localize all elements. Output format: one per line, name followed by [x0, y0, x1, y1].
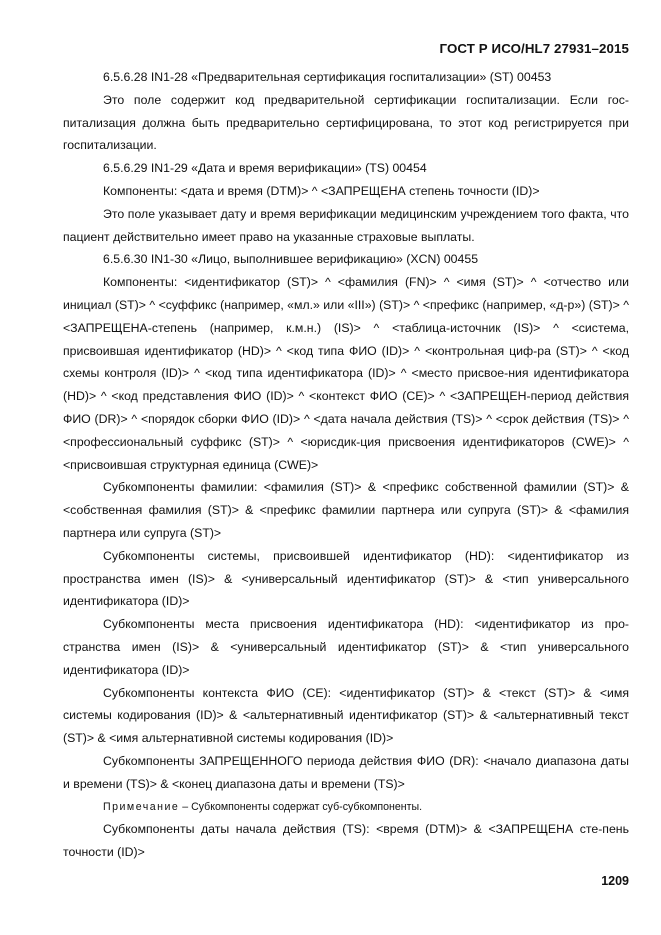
- page-number: 1209: [601, 874, 629, 888]
- paragraph: Это поле указывает дату и время верификации медицинским учреждением того факта, что пациент действительно имеет право на указанные страховые выплаты.: [63, 206, 629, 244]
- note-label: Примечание: [103, 800, 180, 813]
- section-heading-in1-29: 6.5.6.29 IN1-29 «Дата и время верификации» (TS) 00454: [103, 161, 427, 176]
- section-heading-in1-28: 6.5.6.28 IN1-28 «Предварительная сертификация госпитализации» (ST) 00453: [103, 70, 552, 84]
- subcomponents-name-validity-range: Субкомпоненты ЗАПРЕЩЕННОГО периода действия ФИО (DR): <начало диапазона даты и времени (TS)> & <конец диапазона даты и времени (TS)>: [63, 753, 629, 791]
- note-text: – Субкомпоненты содержат суб-субкомпоненты.: [179, 800, 423, 813]
- subcomponents-assigning-authority: Субкомпоненты системы, присвоившей идентификатор (HD): <идентификатор из пространства имен (IS)> & <универсальный идентификатор (ST)> & <тип универсального идентификатора (ID)>: [63, 548, 629, 609]
- subcomponents-family-name: Субкомпоненты фамилии: <фамилия (ST)> & <префикс собственной фамилии (ST)> & <собственная фамилия (ST)> & <префикс фамилии партнера или супруга (ST)> & <фамилия партнера или супруга (ST)>: [63, 480, 629, 540]
- note: [63, 796, 629, 819]
- subcomponents-assigning-facility: Субкомпоненты места присвоения идентификатора (HD): <идентификатор из про-странства имен (IS)> & <универсальный идентификатор (ST)> & <тип универсального идентификатора (ID)>: [63, 617, 629, 677]
- section-heading-in1-30: 6.5.6.30 IN1-30 «Лицо, выполнившее верификацию» (XCN) 00455: [103, 252, 479, 267]
- subcomponents-name-context: Субкомпоненты контекста ФИО (CE): <идентификатор (ST)> & <текст (ST)> & <имя системы кодирования (ID)> & <альтернативный идентификатор (ST)> & <альтернативный текст (ST)> & <имя альтернативной системы кодирования (ID)>: [63, 685, 629, 746]
- components-line: Компоненты: <дата и время (DTM)> ^ <ЗАПРЕЩЕНА степень точности (ID)>: [103, 183, 540, 198]
- paragraph: Это поле содержит код предварительной сертификации госпитализации. Если гос-питализация должна быть предварительно сертифицирована, то этот код регистрируется при госпитализации.: [63, 92, 629, 153]
- subcomponents-effective-date: Субкомпоненты даты начала действия (TS): <время (DTM)> & <ЗАПРЕЩЕНА сте-пень точности (ID)>: [63, 822, 629, 860]
- document-body: [63, 66, 629, 864]
- document-header: ГОСТ Р ИСО/HL7 27931–2015: [439, 41, 629, 56]
- components-paragraph: Компоненты: <идентификатор (ST)> ^ <фамилия (FN)> ^ <имя (ST)> ^ <отчество или инициал (ST)> ^ <суффикс (например, «мл.» или «III») (ST)> ^ <префикс (например, «д-р») (ST)> ^ <ЗАПРЕЩЕНА-степень (например, к.м.н.) (IS)> ^ <таблица-источник (IS)> ^ <система, присвоившая идентификатор (HD)> ^ <код типа ФИО (ID)> ^ <контрольная циф-ра (ST)> ^ <код схемы контроля (ID)> ^ <код типа идентификатора (ID)> ^ <место присвое-ния идентификатора (HD)> ^ <код представления ФИО (ID)> ^ <контекст ФИО (CE)> ^ <ЗАПРЕЩЕН-период действия ФИО (DR)> ^ <порядок сборки ФИО (ID)> ^ <дата начала действия (TS)> ^ <срок действия (TS)> ^ <профессиональный суффикс (ST)> ^ <юрисдик-ция присвоения идентификаторов (CWE)> ^ <присвоившая структурная единица (CWE)>: [63, 275, 629, 472]
